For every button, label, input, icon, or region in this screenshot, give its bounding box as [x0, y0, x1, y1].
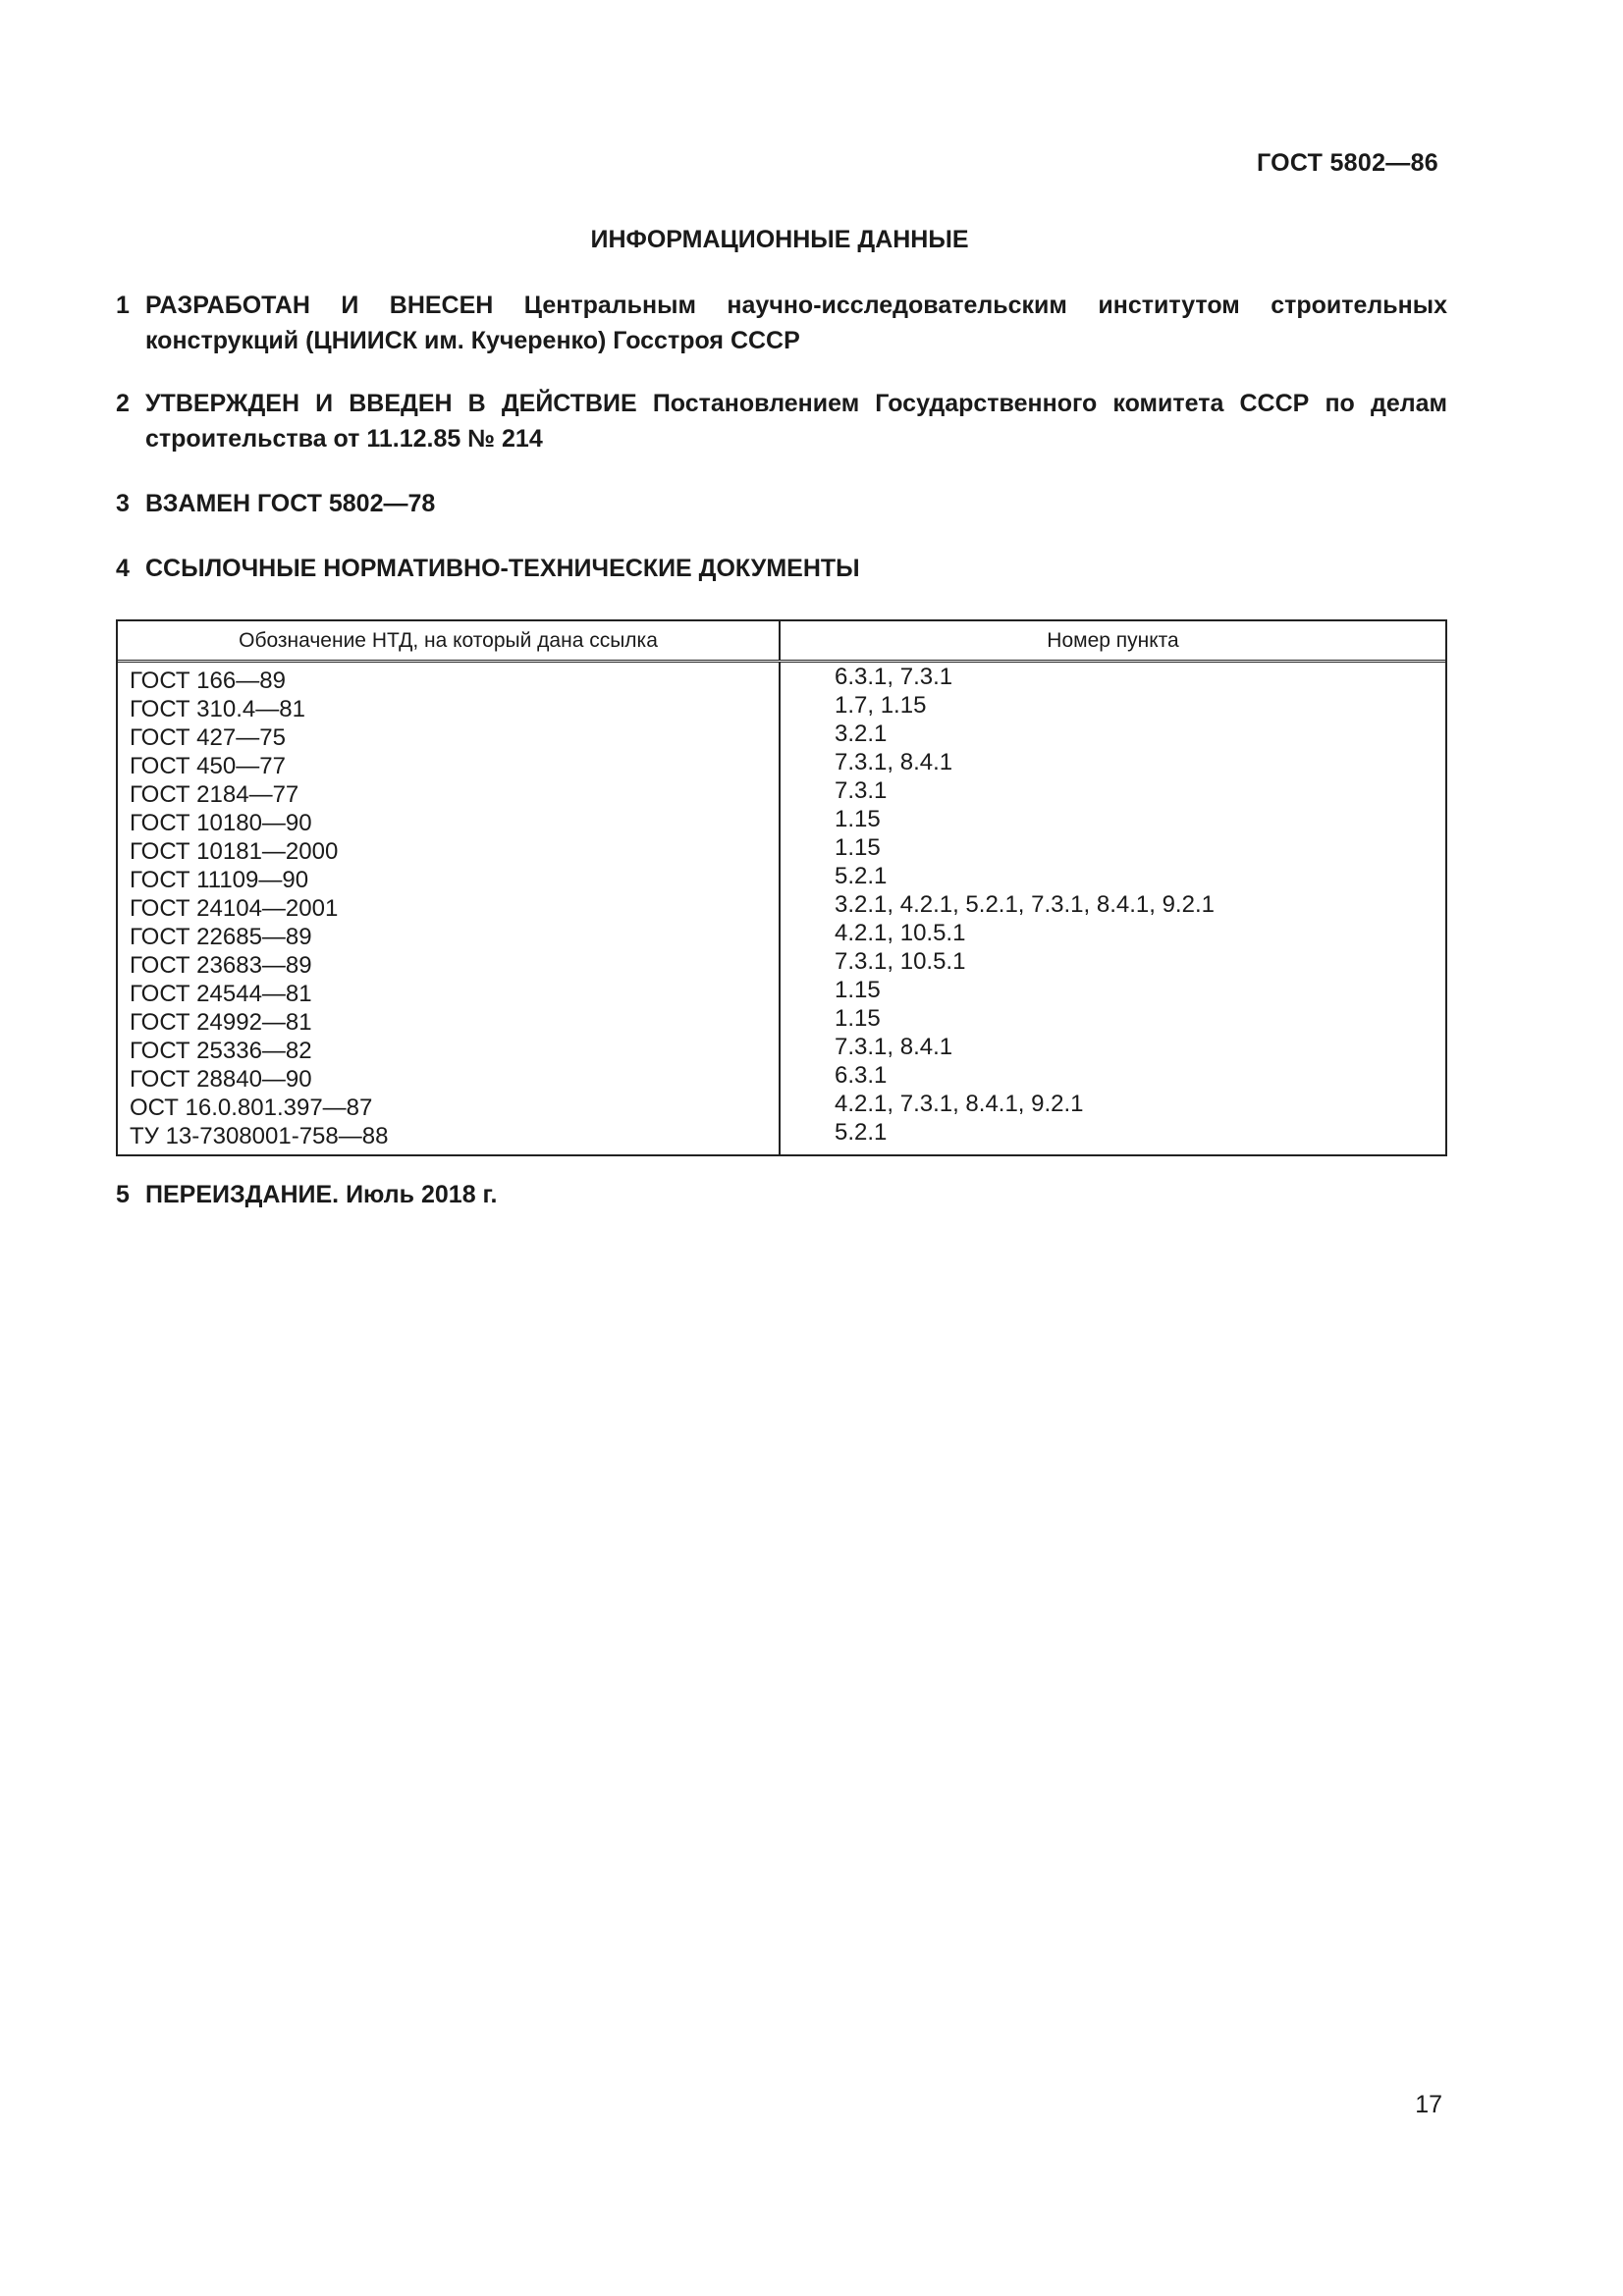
item-text: Июль 2018 г. — [339, 1181, 498, 1208]
info-item-3 — [116, 486, 1447, 521]
item-text: Постановлением Государственного комитета СССР по делам строительства от 11.12.85 № 214 — [145, 390, 1447, 453]
item-number: 3 — [116, 490, 130, 517]
clause-column — [781, 663, 1445, 1154]
table-cell-clause: 6.3.1 — [835, 1062, 888, 1089]
table-cell-document: ГОСТ 11109—90 — [130, 867, 309, 893]
table-cell-clause: 1.7, 1.15 — [835, 692, 927, 719]
table-cell-clause: 5.2.1 — [835, 1119, 888, 1146]
section-title: ИНФОРМАЦИОННЫЕ ДАННЫЕ — [590, 226, 969, 253]
column-header-document: Обозначение НТД, на который дана ссылка — [118, 621, 781, 660]
table-cell-clause: 1.15 — [835, 1005, 881, 1032]
info-item-4 — [116, 551, 1447, 586]
document-column — [118, 663, 781, 1154]
document-code: ГОСТ 5802—86 — [1257, 149, 1438, 177]
table-cell-document: ОСТ 16.0.801.397—87 — [130, 1095, 373, 1121]
table-cell-document: ГОСТ 450—77 — [130, 753, 286, 779]
table-cell-document: ГОСТ 22685—89 — [130, 924, 312, 950]
info-item-5 — [116, 1177, 1447, 1212]
item-heading: ССЫЛОЧНЫЕ НОРМАТИВНО-ТЕХНИЧЕСКИЕ ДОКУМЕНТЫ — [145, 555, 860, 582]
table-cell-clause: 1.15 — [835, 834, 881, 861]
info-item-1 — [116, 288, 1447, 358]
table-cell-document: ГОСТ 166—89 — [130, 667, 286, 694]
table-header-row — [118, 621, 1445, 663]
table-body — [118, 663, 1445, 1154]
table-cell-document: ГОСТ 25336—82 — [130, 1038, 312, 1064]
column-header-clause: Номер пункта — [1047, 629, 1179, 652]
item-number: 1 — [116, 292, 130, 319]
item-number: 5 — [116, 1181, 130, 1208]
table-cell-document: ГОСТ 24544—81 — [130, 981, 312, 1007]
table-cell-clause: 5.2.1 — [835, 863, 888, 889]
page-number: 17 — [1415, 2091, 1442, 2118]
table-cell-clause: 1.15 — [835, 806, 881, 832]
table-cell-document: ГОСТ 24104—2001 — [130, 895, 339, 922]
item-number: 4 — [116, 555, 130, 582]
table-cell-document: ГОСТ 28840—90 — [130, 1066, 312, 1093]
item-heading: ПЕРЕИЗДАНИЕ. — [145, 1181, 340, 1208]
table-cell-document: ГОСТ 10180—90 — [130, 810, 312, 836]
table-cell-document: ГОСТ 24992—81 — [130, 1009, 312, 1036]
table-cell-clause: 3.2.1 — [835, 721, 888, 747]
item-heading: УТВЕРЖДЕН И ВВЕДЕН В ДЕЙСТВИЕ — [145, 390, 637, 417]
table-cell-document: ТУ 13-7308001-758—88 — [130, 1123, 389, 1149]
table-cell-document: ГОСТ 427—75 — [130, 724, 286, 751]
table-cell-clause: 4.2.1, 7.3.1, 8.4.1, 9.2.1 — [835, 1091, 1084, 1117]
item-heading: РАЗРАБОТАН И ВНЕСЕН — [145, 292, 494, 319]
table-cell-clause: 7.3.1 — [835, 777, 888, 804]
table-cell-document: ГОСТ 310.4—81 — [130, 696, 305, 722]
table-cell-clause: 7.3.1, 10.5.1 — [835, 948, 966, 975]
table-cell-clause: 7.3.1, 8.4.1 — [835, 749, 953, 775]
table-cell-clause: 1.15 — [835, 977, 881, 1003]
table-cell-document: ГОСТ 10181—2000 — [130, 838, 339, 865]
item-number: 2 — [116, 390, 130, 417]
reference-documents-table — [116, 619, 1447, 1156]
item-heading: ВЗАМЕН ГОСТ 5802—78 — [145, 490, 436, 517]
table-cell-clause: 6.3.1, 7.3.1 — [835, 664, 953, 690]
table-cell-clause: 4.2.1, 10.5.1 — [835, 920, 966, 946]
table-cell-clause: 7.3.1, 8.4.1 — [835, 1034, 953, 1060]
table-cell-document: ГОСТ 2184—77 — [130, 781, 299, 808]
table-cell-document: ГОСТ 23683—89 — [130, 952, 312, 979]
info-item-2 — [116, 386, 1447, 456]
item-text: Центральным научно-исследовательским институтом строительных конструкций (ЦНИИСК им. Кучеренко) Госстроя СССР — [145, 292, 1448, 354]
table-cell-clause: 3.2.1, 4.2.1, 5.2.1, 7.3.1, 8.4.1, 9.2.1 — [835, 891, 1215, 918]
